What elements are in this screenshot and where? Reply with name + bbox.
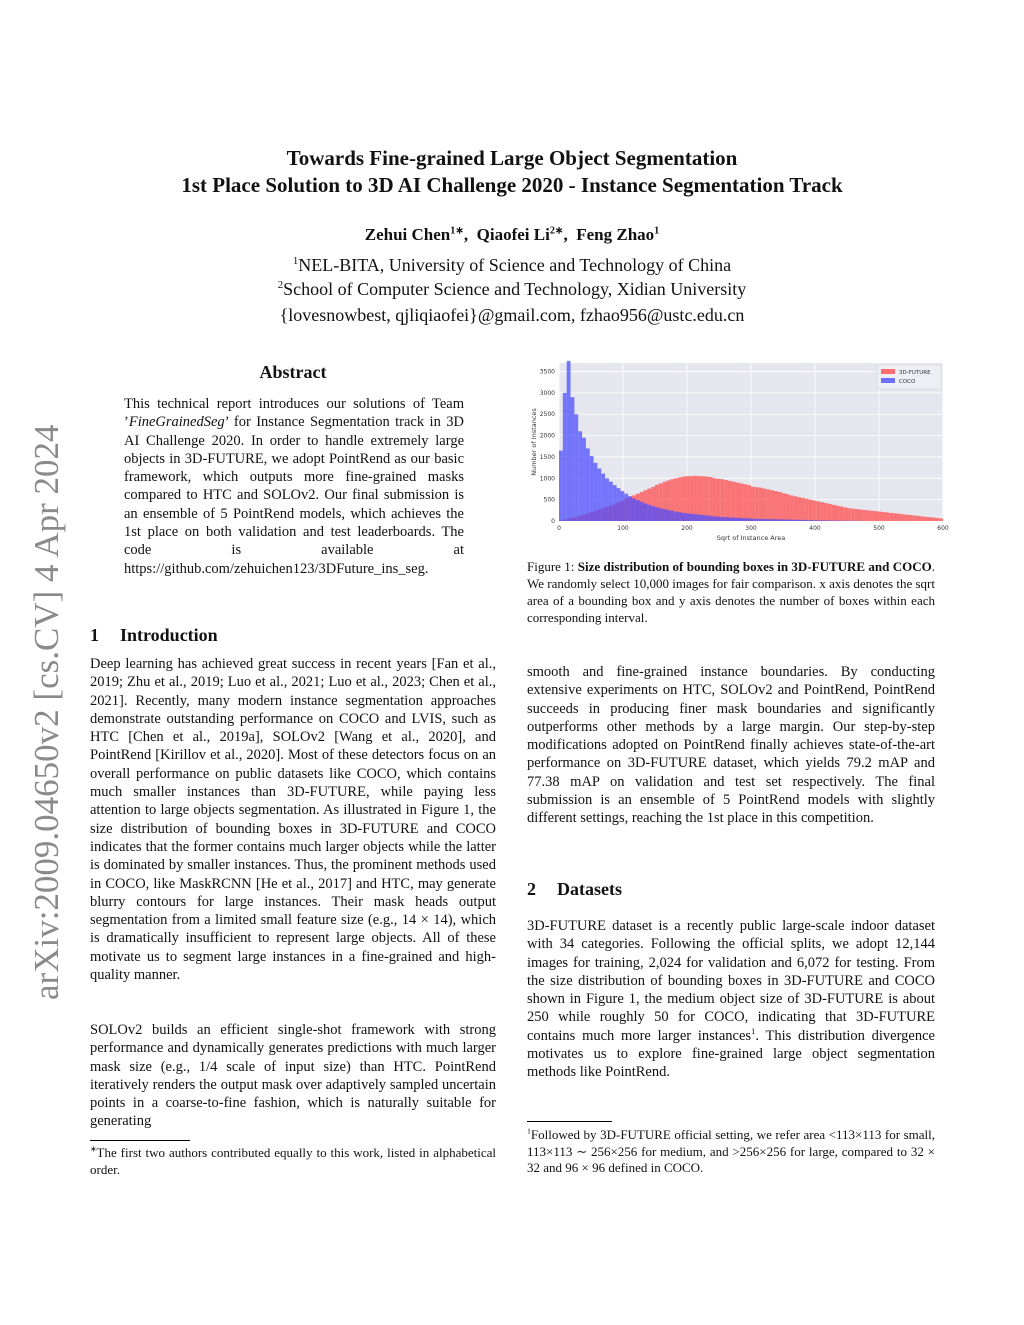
coco-bar	[697, 515, 701, 521]
coco-bar	[578, 431, 582, 521]
future-bar	[739, 483, 743, 521]
coco-bar	[774, 519, 778, 521]
abstract-text: This technical report introduces our solutions of Team ’FineGrainedSeg’ for Instance Segmentation track in 3D AI Challenge 2020. In order to handle extremely large objects in 3D-FUTURE, we adopt PointRend as our basic framework, which outputs more fine-grained masks compared to HTC and SOLOv2. Our final submission is an ensemble of 5 PointRend models, which achieves the 1st place on both validation and test leaderboards. The code is available at https://github.com/zehuichen123/3DFuture_ins_seg.	[124, 396, 464, 577]
arxiv-identifier: arXiv:2009.04650v2 [cs.CV] 4 Apr 2024	[27, 424, 66, 1000]
future-bar	[878, 512, 882, 521]
coco-bar	[720, 517, 724, 521]
future-bar	[870, 511, 874, 521]
author-2: Qiaofei $Li^{2∗}$	[476, 225, 564, 244]
future-bar	[843, 507, 847, 521]
coco-bar	[590, 456, 594, 521]
intro-paragraph-2: SOLOv2 builds an efficient single-shot framework with strong performance and dynamically generates predictions with much larger mask size (e.g., 1/4 scale of input size) than HTC. PointRend iteratively renders the output mask over adaptively sampled uncertain points in a coarse-to-fine fashion, which is naturally suitable for generating	[90, 1022, 496, 1130]
coco-bar	[809, 520, 813, 521]
future-bar	[755, 487, 759, 521]
future-bar	[859, 509, 863, 521]
coco-bar	[824, 520, 828, 521]
coco-bar	[766, 519, 770, 521]
future-bar	[709, 477, 713, 521]
coco-bar	[647, 505, 651, 521]
coco-bar	[609, 482, 613, 521]
coco-bar	[751, 519, 755, 521]
future-bar	[720, 479, 724, 521]
future-bar	[847, 508, 851, 521]
coco-bar	[801, 520, 805, 521]
coco-bar	[563, 393, 567, 521]
y-tick-label: 3500	[539, 368, 555, 376]
future-bar	[824, 503, 828, 521]
future-bar	[786, 494, 790, 521]
future-bar	[901, 514, 905, 521]
paper-title-line-2: 1st Place Solution to 3D AI Challenge 2020 - Instance Segmentation Track	[181, 173, 843, 197]
section-introduction-heading: 1 Introduction	[90, 625, 218, 645]
coco-bar	[674, 512, 678, 521]
future-bar	[874, 511, 878, 521]
future-bar	[774, 491, 778, 521]
coco-bar	[613, 485, 617, 521]
future-bar	[908, 515, 912, 521]
future-bar	[851, 509, 855, 521]
x-tick-label: 600	[937, 525, 949, 532]
figure-1-caption: Figure 1: Size distribution of bounding boxes in 3D-FUTURE and COCO. We randomly select 10,000 images for fair comparison. x axis denotes the sqrt area of a bounding box and y axis denotes the number of boxes within each corresponding interval.	[527, 559, 935, 625]
coco-bar	[713, 516, 717, 521]
future-bar	[862, 510, 866, 521]
coco-bar	[724, 517, 728, 521]
coco-bar	[643, 503, 647, 521]
future-bar	[759, 488, 763, 521]
coco-bar	[574, 414, 578, 521]
coco-bar	[663, 509, 667, 521]
coco-bar	[747, 518, 751, 521]
legend-label-future: 3D-FUTURE	[899, 370, 931, 376]
future-bar	[828, 504, 832, 521]
y-tick-label: 1000	[539, 475, 555, 483]
coco-bar	[816, 520, 820, 521]
coco-bar	[755, 519, 759, 521]
future-bar	[701, 476, 705, 521]
future-bar	[866, 510, 870, 521]
y-tick-label: 2000	[539, 432, 555, 440]
abstract-heading: Abstract	[259, 362, 327, 382]
future-bar	[920, 516, 924, 521]
author-1: Zehui Chen$^{1∗}$	[364, 225, 464, 244]
affiliation-1: $^1$NEL-BITA, University of Science and Technology of China	[292, 255, 732, 275]
y-tick-label: 500	[543, 496, 555, 504]
coco-bar	[797, 520, 801, 521]
coco-bar	[820, 520, 824, 521]
future-bar	[766, 489, 770, 521]
coco-bar	[743, 518, 747, 521]
x-tick-label: 400	[809, 525, 821, 532]
coco-bar	[793, 520, 797, 521]
coco-bar	[763, 519, 767, 521]
coco-bar	[659, 508, 663, 521]
intro-paragraph-3: smooth and fine-grained instance boundaries. By conducting extensive experiments on HTC, SOLOv2 and PointRend, PointRend succeeds in producing finer mask boundaries and significantly outperforms other methods by a large margin. Our step-by-step modifications adopted on PointRend finally achieves state-of-the-art performance on 3D-FUTURE dataset, which yields 79.2 mAP and 77.38 mAP on validation and test set respectively. The final submission is an ensemble of 5 PointRend models with slightly different settings, reaching the 1st place in this competition.	[527, 664, 935, 827]
future-bar	[793, 496, 797, 521]
future-bar	[770, 490, 774, 521]
coco-bar	[624, 494, 628, 521]
legend-swatch-coco	[881, 378, 895, 383]
coco-bar	[605, 478, 609, 521]
coco-bar	[594, 463, 598, 521]
legend-box	[877, 365, 941, 389]
size-distribution-histogram	[527, 357, 952, 542]
future-bar	[778, 492, 782, 521]
x-tick-label: 500	[873, 525, 885, 532]
y-axis-label: Number of Instances	[530, 408, 538, 476]
coco-bar	[617, 488, 621, 521]
future-bar	[835, 506, 839, 521]
future-bar	[931, 518, 935, 521]
coco-bar	[651, 506, 655, 521]
future-bar	[732, 482, 736, 521]
coco-bar	[701, 515, 705, 521]
future-bar	[743, 484, 747, 521]
y-tick-label: 2500	[539, 411, 555, 419]
x-tick-label: 100	[617, 525, 629, 532]
coco-bar	[778, 519, 782, 521]
coco-bar	[690, 514, 694, 521]
future-bar	[832, 505, 836, 521]
coco-bar	[812, 520, 816, 521]
future-bar	[736, 483, 740, 521]
coco-bar	[805, 520, 809, 521]
footnote-rule-right	[527, 1121, 612, 1122]
coco-bar	[636, 500, 640, 521]
future-bar	[885, 512, 889, 521]
author-3: Feng Zhao$^1$	[576, 225, 660, 244]
coco-bar	[782, 519, 786, 521]
future-bar	[805, 499, 809, 521]
footnote-rule-left	[90, 1140, 190, 1141]
coco-bar	[567, 361, 571, 521]
future-bar	[705, 477, 709, 521]
future-bar	[789, 495, 793, 521]
coco-bar	[789, 520, 793, 521]
coco-bar	[632, 498, 636, 521]
datasets-paragraph-1: 3D-FUTURE dataset is a recently public large-scale indoor dataset with 34 categories. Following the official splits, we adopt 12,144 images for training, 2,024 for validation and 6,072 for testing. From the size distribution of bounding boxes in 3D-FUTURE and COCO shown in Figure 1, the medium object size of 3D-FUTURE is about 250 while roughly 50 for COCO, indicating that 3D-FUTURE contains much more larger instances$^1$. This distribution divergence motivates us to explore fine-grained large object segmentation methods like PointRend.	[527, 918, 935, 1081]
footnote-equal-contribution: ∗The first two authors contributed equally to this work, listed in alphabetical order.	[90, 1144, 496, 1177]
coco-bar	[739, 518, 743, 521]
coco-bar	[693, 514, 697, 521]
future-bar	[751, 487, 755, 521]
paper-title-line-1: Towards Fine-grained Large Object Segmentation	[286, 146, 738, 170]
future-bar	[782, 493, 786, 521]
y-tick-label: 3000	[539, 389, 555, 397]
y-tick-label: 0	[551, 518, 555, 525]
legend-label-coco: COCO	[899, 379, 916, 385]
future-bar	[928, 517, 932, 521]
coco-bar	[705, 515, 709, 521]
y-tick-label: 1500	[539, 453, 555, 461]
future-bar	[893, 513, 897, 521]
coco-bar	[620, 491, 624, 521]
coco-bar	[667, 510, 671, 521]
footnote-size-definition: $^1$Followed by 3D-FUTURE official setting, we refer area <113×113 for small, 113×113 ∼ 256×256 for medium, and >256×256 for large, compared to 32 × 32 and 96 × 96 defined in COCO.	[527, 1126, 935, 1175]
coco-bar	[709, 516, 713, 521]
future-bar	[882, 512, 886, 521]
future-bar	[763, 489, 767, 521]
future-bar	[747, 485, 751, 521]
x-tick-label: 0	[557, 525, 561, 532]
coco-bar	[736, 518, 740, 521]
future-bar	[916, 516, 920, 521]
future-bar	[912, 515, 916, 521]
coco-bar	[770, 519, 774, 521]
legend-swatch-future	[881, 369, 895, 374]
coco-bar	[586, 448, 590, 521]
section-datasets-heading: 2 Datasets	[527, 879, 622, 899]
coco-bar	[670, 511, 674, 521]
future-bar	[820, 502, 824, 521]
coco-bar	[786, 520, 790, 521]
coco-bar	[759, 519, 763, 521]
team-name: FineGrainedSeg	[128, 414, 225, 431]
future-bar	[939, 518, 943, 521]
coco-bar	[732, 518, 736, 521]
future-bar	[809, 500, 813, 521]
future-bar	[812, 501, 816, 521]
coco-bar	[559, 451, 563, 521]
x-tick-label: 300	[745, 525, 757, 532]
future-bar	[935, 518, 939, 521]
x-axis-label: Sqrt of Instance Area	[716, 534, 786, 542]
coco-bar	[828, 520, 832, 521]
coco-bar	[628, 496, 632, 521]
coco-bar	[571, 397, 575, 521]
future-bar	[905, 515, 909, 521]
future-bar	[713, 478, 717, 521]
future-bar	[889, 513, 893, 521]
figure-1-chart	[527, 357, 952, 542]
coco-bar	[716, 517, 720, 521]
author-list: Zehui Chen$^{1∗}$, Qiaofei $Li^{2∗}$, Feng Zhao$^1$	[364, 225, 660, 244]
future-bar	[724, 480, 728, 521]
coco-bar	[678, 512, 682, 521]
future-bar	[897, 514, 901, 521]
future-bar	[924, 517, 928, 521]
future-bar	[855, 509, 859, 521]
future-bar	[697, 476, 701, 521]
coco-bar	[728, 517, 732, 521]
coco-bar	[686, 513, 690, 521]
intro-paragraph-1: Deep learning has achieved great success in recent years [Fan et al., 2019; Zhu et al., 2019; Luo et al., 2021; Luo et al., 2023; Chen et al., 2021]. Recently, many modern instance segmentation approaches demonstrate outstanding performance on COCO and LVIS, such as HTC [Chen et al., 2019a], SOLOv2 [Wang et al., 2020], and PointRend [Kirillov et al., 2020]. Most of these detectors focus on an overall performance on public datasets like COCO, which contains much smaller instances than 3D-FUTURE, while paying less attention to large objects segmentation. As illustrated in Figure 1, the size distribution of bounding boxes in 3D-FUTURE and COCO indicates that the former contains much larger objects while the latter is dominated by smaller instances. Thus, the prominent methods used in COCO, like MaskRCNN [He et al., 2017] and HTC, may generate blurry contours for large instances. Their mask heads output segmentation from a limited small feature size (e.g., 14 × 14), which is dramatically insufficient to represent large objects. All of these motivate us to segment large instances in a fine-grained and high-quality manner.	[90, 656, 496, 984]
x-tick-label: 200	[681, 525, 693, 532]
future-bar	[816, 501, 820, 521]
future-bar	[839, 506, 843, 521]
future-bar	[797, 497, 801, 521]
future-bar	[801, 498, 805, 521]
affiliation-2: $^2$School of Computer Science and Technology, Xidian University	[277, 279, 747, 299]
coco-bar	[601, 474, 605, 521]
author-emails: {lovesnowbest, qjliqiaofei}@gmail.com, fzhao956@ustc.edu.cn	[279, 305, 745, 325]
coco-bar	[640, 502, 644, 521]
future-bar	[728, 481, 732, 521]
coco-bar	[655, 507, 659, 521]
coco-bar	[582, 438, 586, 521]
coco-bar	[682, 513, 686, 521]
coco-bar	[597, 468, 601, 521]
future-bar	[716, 479, 720, 521]
